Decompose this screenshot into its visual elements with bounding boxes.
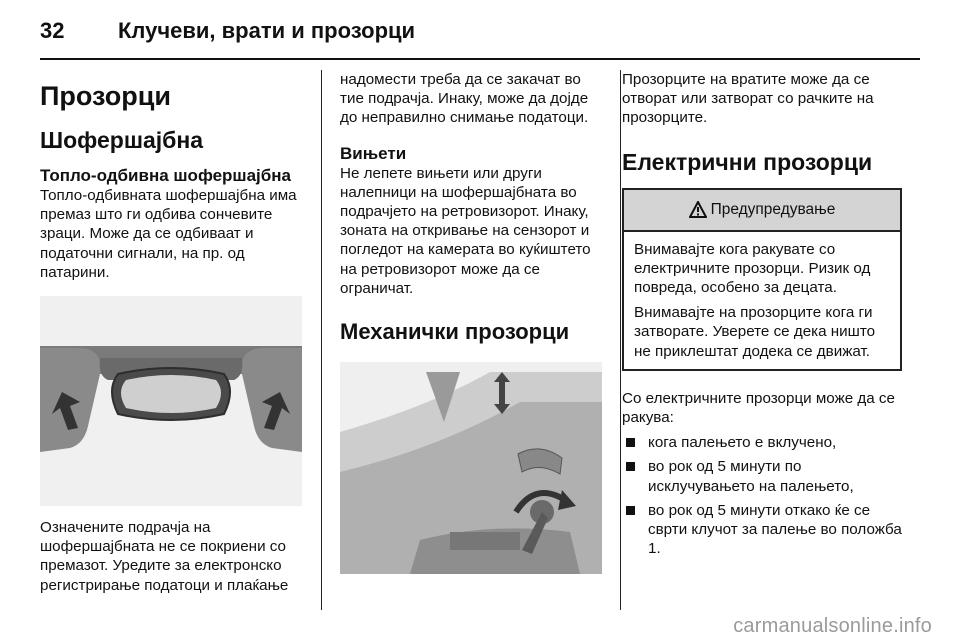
list-item — [622, 501, 902, 559]
warning-triangle-icon — [689, 201, 707, 218]
warning-text: Внимавајте на прозорците кога ги затворате. Уверете се дека ништо не приклештат додека се движат. — [634, 304, 876, 360]
column-divider — [321, 70, 322, 610]
warning-header — [624, 190, 900, 232]
warning-text: Внимавајте кога ракувате со електричните прозорци. Ризик од повреда, особено за децата. — [634, 240, 871, 297]
paragraph: Топло-одбивната шофершајбна има премаз што ги одбива сончевите зраци. Може да се одбиваат и податочни сигнали, на пр. од патарини. — [40, 187, 297, 281]
column-1 — [40, 70, 302, 595]
bullet-list — [622, 433, 902, 558]
watermark: carmanualsonline.info — [733, 615, 932, 637]
subsection-title: Шофершајбна — [40, 127, 204, 153]
paragraph: Прозорците на вратите може да се отворат или затворат со рачките на прозорците. — [622, 71, 874, 127]
warning-box — [622, 188, 902, 371]
door-svg — [340, 362, 602, 574]
paragraph: Не лепете вињети или други налепници на шофершајбната во подрачјето на ретровизорот. Инаку, зоната на откривање на сензорот и погледот на камерата во куќиштето на ретровизорот може да се ограничат. — [340, 164, 591, 297]
windshield-svg — [40, 296, 302, 506]
windshield-illustration — [40, 296, 302, 506]
list-item-text: кога палењето е вклучено, — [648, 434, 837, 452]
page-number: 32 — [40, 18, 65, 43]
bullet-square-icon — [626, 438, 635, 447]
topic-heading: Топло-одбивна шофершајбна — [40, 166, 291, 185]
subsection-title: Електрични прозорци — [622, 148, 873, 175]
warning-title: Предупредување — [710, 201, 836, 218]
running-title: Клучеви, врати и прозорци — [118, 18, 416, 43]
list-item-text: во рок од 5 минути откако ќе се сврти клучот за палење во положба 1. — [648, 501, 902, 558]
door-window-illustration — [340, 362, 602, 574]
warning-body — [624, 232, 900, 369]
topic-heading: Вињети — [340, 143, 407, 163]
list-item — [622, 457, 902, 495]
bullet-square-icon — [626, 506, 635, 515]
header-rule — [40, 58, 920, 60]
list-item-text: во рок од 5 минути по исклучувањето на палењето, — [648, 458, 854, 495]
column-2 — [340, 70, 604, 574]
paragraph: Означените подрачја на шофершајбната не се покриени со премазот. Уредите за електронско регистрирање податоци и плаќање — [40, 519, 289, 594]
list-item — [622, 433, 902, 452]
column-3 — [622, 70, 902, 563]
subsection-title: Механички прозорци — [340, 319, 570, 345]
column-divider — [620, 70, 621, 610]
paragraph: Со електричните прозорци може да се ракува: — [622, 389, 895, 427]
bullet-square-icon — [626, 462, 635, 471]
page-header — [40, 18, 920, 54]
paragraph: надомести треба да се закачат во тие подрачја. Инаку, може да дојде до неправилно снимање податоци. — [340, 71, 589, 127]
section-title: Прозорци — [40, 81, 171, 111]
